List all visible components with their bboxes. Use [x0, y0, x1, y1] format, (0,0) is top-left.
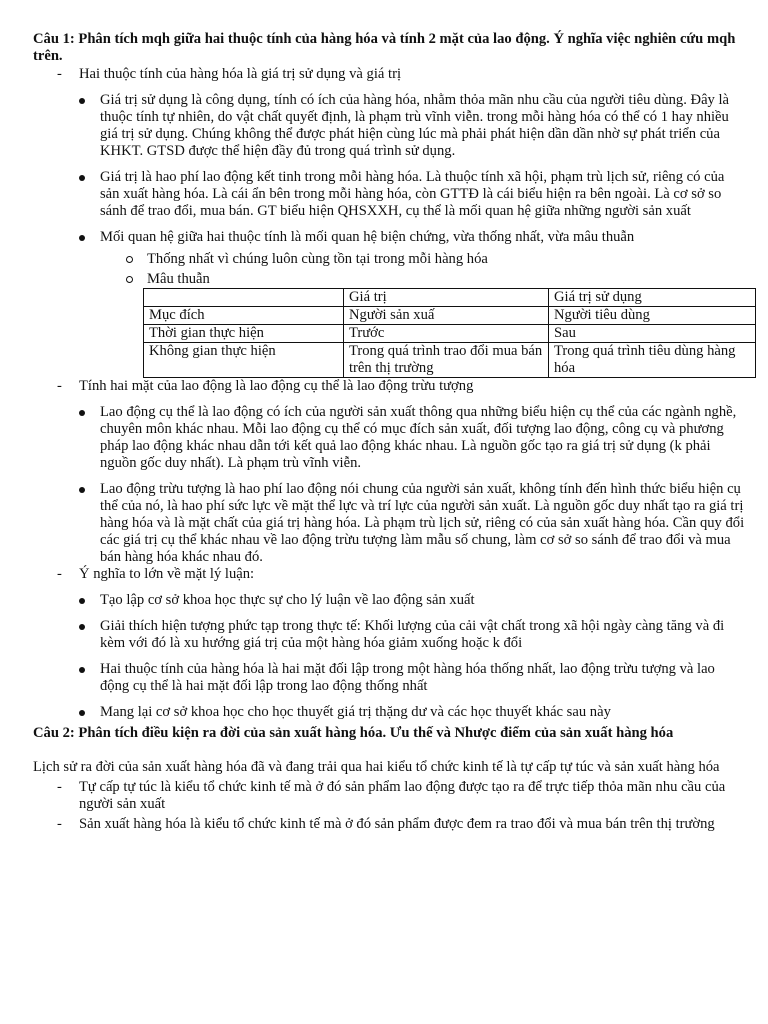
bullet-item: Tạo lập cơ sở khoa học thực sự cho lý luận về lao động sản xuất — [33, 592, 745, 609]
bullet-item: Hai thuộc tính của hàng hóa là hai mặt đối lập trong một hàng hóa thống nhất, lao động trừu tượng và lao động cụ thể là hai mặt đối lập trong lao động thống nhất — [33, 661, 745, 695]
dash-item: - Sản xuất hàng hóa là kiểu tổ chức kinh tế mà ở đó sản phẩm được đem ra trao đổi và mua bán trên thị trường — [33, 816, 745, 833]
dash-item: - Hai thuộc tính của hàng hóa là giá trị sử dụng và giá trị — [33, 66, 745, 83]
intro-paragraph: Lịch sử ra đời của sản xuất hàng hóa đã và đang trải qua hai kiểu tổ chức kinh tế là tự cấp tự túc và sản xuất hàng hóa — [33, 759, 720, 775]
dash-item: - Ý nghĩa to lớn về mặt lý luận: — [33, 566, 745, 583]
table-cell: Sau — [549, 325, 756, 343]
table-row — [144, 325, 756, 343]
bullet-item: Giá trị là hao phí lao động kết tinh trong mỗi hàng hóa. Là thuộc tính xã hội, phạm trù lịch sử, riêng có của sản xuất hàng hóa. Là cái ẩn bên trong mỗi hàng hóa, còn GTTĐ là cái biểu hiện ra bên ngoài. Là cơ sở so sánh để trao đổi, mua bán. GT biểu hiện QHSXXH, cụ thể là mối quan hệ giữa những người sản xuất — [33, 169, 745, 220]
bullet-item: Lao động cụ thể là lao động có ích của người sản xuất thông qua những biểu hiện cụ thể của các ngành nghề, chuyên môn khác nhau. Mỗi lao động cụ thể có mục đích sản xuất, đối tượng lao động, công cụ và phương pháp lao động khác nhau dẫn tới kết quả lao động khác nhau. Là nguồn gốc tạo ra giá trị sử dụng (k phải nguồn gốc duy nhất). Là phạm trù vĩnh viễn. — [33, 404, 745, 472]
bullet-item: Mối quan hệ giữa hai thuộc tính là mối quan hệ biện chứng, vừa thống nhất, vừa mâu thuẫn — [33, 229, 745, 246]
table-row — [144, 307, 756, 325]
bullet-item: Giải thích hiện tượng phức tạp trong thực tế: Khối lượng của cải vật chất trong xã hội ngày càng tăng và đi kèm với đó là xu hướng giá trị của một hàng hóa giảm xuống hoặc k đổi — [33, 618, 745, 652]
table-cell: Trước — [344, 325, 549, 343]
question-2-heading: Câu 2: Phân tích điều kiện ra đời của sản xuất hàng hóa. Ưu thế và Nhược điểm của sản xuất hàng hóa — [33, 725, 674, 741]
table-cell: Người tiêu dùng — [549, 307, 756, 325]
bullet-item: Mang lại cơ sở khoa học cho học thuyết giá trị thặng dư và các học thuyết khác sau này — [33, 704, 745, 721]
table-row — [144, 343, 756, 378]
table-cell: Mục đích — [144, 307, 344, 325]
sub-item: Mâu thuẫn — [33, 271, 745, 288]
sub-item: Thống nhất vì chúng luôn cùng tồn tại trong mỗi hàng hóa — [33, 251, 745, 268]
table-cell: Người sản xuấ — [344, 307, 549, 325]
dash-item: - Tự cấp tự túc là kiểu tổ chức kinh tế mà ở đó sản phẩm lao động được tạo ra để trực tiếp thỏa mãn nhu cầu của người sản xuất — [33, 779, 745, 813]
question-1-heading: Câu 1: Phân tích mqh giữa hai thuộc tính của hàng hóa và tính 2 mặt của lao động. Ý nghĩa việc nghiên cứu mqh trên. — [33, 31, 736, 64]
table-cell — [144, 289, 344, 307]
table-cell: Không gian thực hiện — [144, 343, 344, 378]
comparison-table — [143, 288, 756, 378]
document-page — [33, 31, 745, 833]
dash-item: - Tính hai mặt của lao động là lao động cụ thể là lao động trừu tượng — [33, 378, 745, 395]
table-header-row — [144, 289, 756, 307]
bullet-item: Giá trị sử dụng là công dụng, tính có ích của hàng hóa, nhằm thỏa mãn nhu cầu của người tiêu dùng. Đây là thuộc tính tự nhiên, do vật chất quyết định, là phạm trù vĩnh viễn. trong mỗi hàng hóa có thể có 1 hay nhiều giá trị sử dụng. Chúng không thể được phát hiện cùng lúc mà phải phát hiện dần dần nhờ sự phát triển của KHKT. GTSD được thể hiện đầy đủ trong quá trình sử dụng. — [33, 92, 745, 160]
table-cell: Trong quá trình tiêu dùng hàng hóa — [549, 343, 756, 378]
table-cell: Giá trị sử dụng — [549, 289, 756, 307]
bullet-item: Lao động trừu tượng là hao phí lao động nói chung của người sản xuất, không tính đến hình thức biểu hiện cụ thể của nó, là hao phí sức lực về mặt thể lực và trí lực của người sản xuất. Là nguồn gốc duy nhất tạo ra giá trị hàng hóa và là mặt chất của giá trị hàng hóa. Là phạm trù lịch sử, riêng có của sản xuất hàng hóa. Cần quy đổi các giá trị cụ thể khác nhau về lao động trừu tượng làm mẫu số chung, làm cơ sở so sánh để trao đổi và mua bán hàng hóa khác nhau đó. — [33, 481, 745, 566]
table-cell: Thời gian thực hiện — [144, 325, 344, 343]
table-cell: Trong quá trình trao đổi mua bán trên thị trường — [344, 343, 549, 378]
table-cell: Giá trị — [344, 289, 549, 307]
